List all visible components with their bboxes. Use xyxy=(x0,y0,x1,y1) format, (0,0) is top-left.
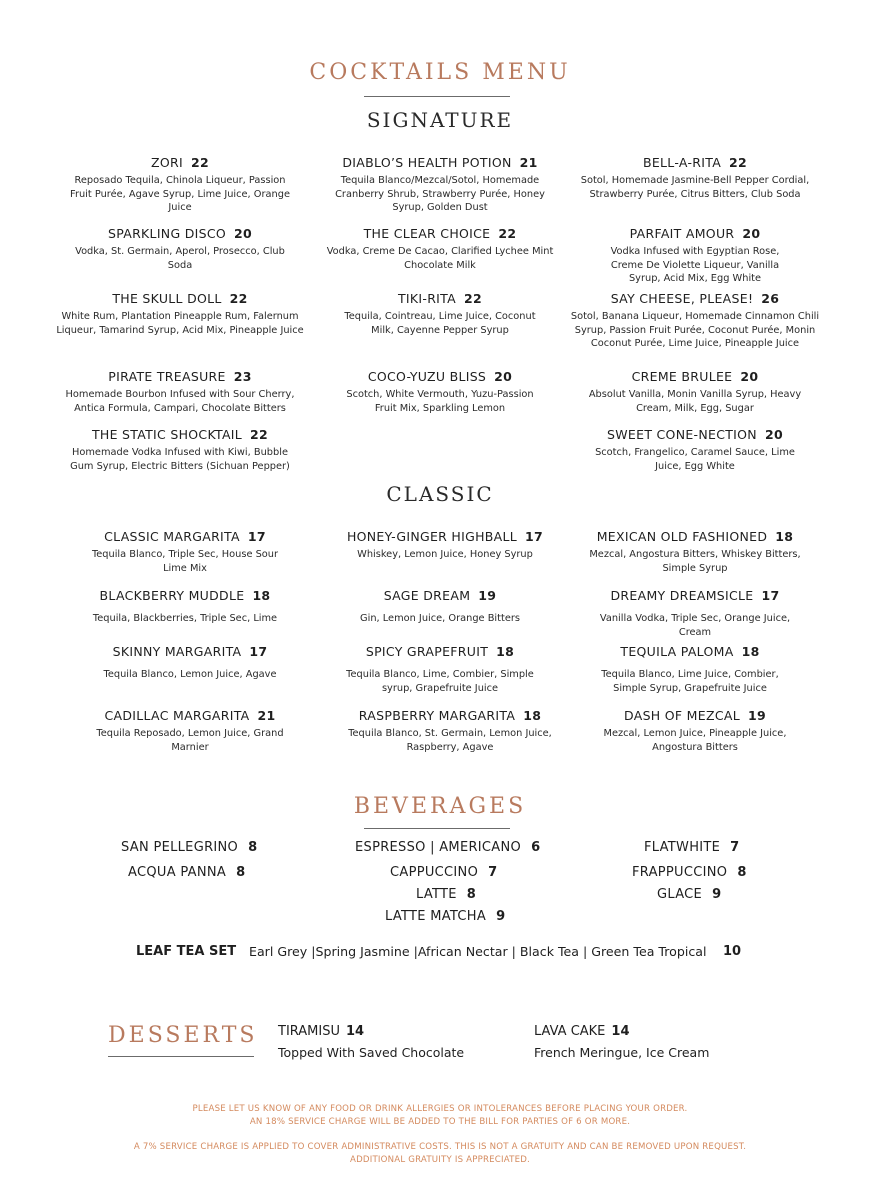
footer-line: AN 18% SERVICE CHARGE WILL BE ADDED TO THE BILL FOR PARTIES OF 6 OR MORE. xyxy=(249,1116,631,1127)
beverage-item xyxy=(644,840,740,855)
item-name: CREME BRULEE xyxy=(631,369,733,384)
item-price: 26 xyxy=(761,291,780,306)
item-name: THE STATIC SHOCKTAIL xyxy=(91,427,243,442)
beverage-item xyxy=(121,840,257,855)
menu-item xyxy=(585,529,805,575)
item-description: Whiskey, Lemon Juice, Honey Syrup xyxy=(357,549,533,560)
item-price: 22 xyxy=(250,427,269,442)
menu-item xyxy=(70,427,290,473)
item-description: Absolut Vanilla, Monin Vanilla Syrup, Heavy Cream, Milk, Egg, Sugar xyxy=(588,389,802,414)
item-price: 18 xyxy=(252,588,271,603)
beverage-price: 7 xyxy=(488,865,498,880)
item-name: CADILLAC MARGARITA xyxy=(104,708,250,723)
item-name: SPICY GRAPEFRUIT xyxy=(365,644,489,659)
item-price: 20 xyxy=(234,226,253,241)
beverage-name: FRAPPUCCINO xyxy=(632,865,728,880)
beverages-divider xyxy=(364,828,510,829)
item-description: Mezcal, Angostura Bitters, Whiskey Bitters, Simple Syrup xyxy=(589,549,801,574)
item-name: SAY CHEESE, PLEASE! xyxy=(610,291,754,306)
signature-heading: SIGNATURE xyxy=(366,108,514,132)
beverage-item xyxy=(128,865,245,880)
beverage-name: LATTE xyxy=(416,887,457,902)
item-description: Vodka, Creme De Cacao, Clarified Lychee Mint Chocolate Milk xyxy=(326,246,554,271)
item-price: 19 xyxy=(478,588,497,603)
menu-item xyxy=(75,588,295,626)
beverage-price: 8 xyxy=(466,887,477,902)
dessert-description: Topped With Saved Chocolate xyxy=(278,1045,465,1060)
item-name: SWEET CONE-NECTION xyxy=(607,427,757,442)
item-description: White Rum, Plantation Pineapple Rum, Falernum Liqueur, Tamarind Syrup, Acid Mix, Pineapple Juice xyxy=(56,311,304,336)
item-description: Sotol, Banana Liqueur, Homemade Cinnamon Chili Syrup, Passion Fruit Purée, Coconut Purée, Monin Coconut Purée, Lime Juice, Pineapple Juice xyxy=(570,311,820,349)
item-name: DASH OF MEZCAL xyxy=(624,708,740,723)
menu-item xyxy=(340,291,540,337)
item-price: 22 xyxy=(498,226,517,241)
item-description: Tequila Blanco, Lemon Juice, Agave xyxy=(103,669,277,680)
menu-item xyxy=(590,588,800,639)
item-name: DREAMY DREAMSICLE xyxy=(610,588,754,603)
item-name: ZORI xyxy=(151,155,183,170)
item-price: 18 xyxy=(775,529,794,544)
item-name: HONEY-GINGER HIGHBALL xyxy=(346,529,518,544)
item-price: 22 xyxy=(190,155,209,170)
item-name: RASPBERRY MARGARITA xyxy=(358,708,516,723)
item-name: COCO-YUZU BLISS xyxy=(367,369,487,384)
menu-item xyxy=(590,427,800,473)
menu-item xyxy=(50,369,310,415)
leaf-tea-options: Earl Grey |Spring Jasmine |African Nectar | Black Tea | Green Tea Tropical xyxy=(249,944,707,959)
allergy-notice xyxy=(0,1103,880,1128)
item-name: MEXICAN OLD FASHIONED xyxy=(596,529,768,544)
beverage-name: CAPPUCCINO xyxy=(390,865,479,880)
item-description: Tequila, Cointreau, Lime Juice, Coconut Milk, Cayenne Pepper Syrup xyxy=(344,311,536,336)
item-description: Tequila Blanco/Mezcal/Sotol, Homemade Cranberry Shrub, Strawberry Purée, Honey Syrup, Golden Dust xyxy=(335,175,545,213)
item-description: Tequila Blanco, Lime Juice, Combier, Simple Syrup, Grapefruite Juice xyxy=(601,669,779,694)
item-name: TIKI-RITA xyxy=(397,291,456,306)
beverage-price: 6 xyxy=(531,840,541,855)
item-name: PARFAIT AMOUR xyxy=(629,226,735,241)
beverage-item xyxy=(390,865,497,880)
beverage-price: 9 xyxy=(712,887,722,902)
classic-heading: CLASSIC xyxy=(386,482,494,506)
item-description: Tequila Blanco, Triple Sec, House Sour Lime Mix xyxy=(91,549,279,574)
item-description: Mezcal, Lemon Juice, Pineapple Juice, Angostura Bitters xyxy=(603,728,787,753)
menu-item xyxy=(335,369,545,415)
item-description: Tequila, Blackberries, Triple Sec, Lime xyxy=(92,613,278,624)
menu-item xyxy=(565,291,825,351)
menu-item xyxy=(65,226,295,272)
item-price: 18 xyxy=(741,644,760,659)
item-price: 22 xyxy=(729,155,748,170)
item-description: Scotch, Frangelico, Caramel Sauce, Lime Juice, Egg White xyxy=(595,447,795,472)
desserts-divider xyxy=(108,1056,254,1057)
item-name: SKINNY MARGARITA xyxy=(112,644,242,659)
item-price: 21 xyxy=(519,155,538,170)
item-name: SAGE DREAM xyxy=(383,588,471,603)
footer-line: ADDITIONAL GRATUITY IS APPRECIATED. xyxy=(350,1154,530,1165)
item-description: Vodka Infused with Egyptian Rose, Creme De Violette Liqueur, Vanilla Syrup, Acid Mix, Egg White xyxy=(610,246,780,284)
item-name: TEQUILA PALOMA xyxy=(620,644,734,659)
item-price: 23 xyxy=(233,369,252,384)
item-price: 18 xyxy=(523,708,542,723)
item-price: 20 xyxy=(764,427,783,442)
menu-item xyxy=(595,226,795,286)
item-description: Reposado Tequila, Chinola Liqueur, Passion Fruit Purée, Agave Syrup, Lime Juice, Orange Juice xyxy=(70,175,290,213)
beverage-item xyxy=(416,887,476,902)
menu-item xyxy=(335,644,545,695)
beverage-name: LATTE MATCHA xyxy=(385,909,487,924)
item-price: 20 xyxy=(494,369,513,384)
item-description: Homemade Vodka Infused with Kiwi, Bubble Gum Syrup, Electric Bitters (Sichuan Pepper) xyxy=(70,447,290,472)
item-price: 19 xyxy=(747,708,766,723)
menu-item xyxy=(80,708,300,754)
item-name: BELL-A-RITA xyxy=(642,155,722,170)
item-name: THE CLEAR CHOICE xyxy=(363,226,491,241)
dessert-name: TIRAMISU xyxy=(278,1024,340,1039)
item-price: 17 xyxy=(249,644,268,659)
service-charge-notice xyxy=(0,1141,880,1166)
beverage-price: 8 xyxy=(236,865,246,880)
beverage-name: ESPRESSO | AMERICANO xyxy=(355,840,522,855)
menu-item xyxy=(585,708,805,754)
beverage-price: 8 xyxy=(737,865,747,880)
leaf-tea-price: 10 xyxy=(723,944,742,959)
item-description: Tequila Blanco, St. Germain, Lemon Juice, Raspberry, Agave xyxy=(348,728,552,753)
menu-item xyxy=(320,155,560,215)
menu-item xyxy=(55,291,305,337)
dessert-description: French Meringue, Ice Cream xyxy=(534,1045,710,1060)
menu-item xyxy=(340,588,540,626)
item-price: 21 xyxy=(257,708,276,723)
item-description: Vanilla Vodka, Triple Sec, Orange Juice, Cream xyxy=(599,613,791,638)
item-description: Gin, Lemon Juice, Orange Bitters xyxy=(360,613,520,624)
menu-item xyxy=(80,644,300,682)
item-name: PIRATE TREASURE xyxy=(108,369,226,384)
item-price: 20 xyxy=(742,226,761,241)
item-description: Scotch, White Vermouth, Yuzu-Passion Fruit Mix, Sparkling Lemon xyxy=(346,389,534,414)
item-description: Vodka, St. Germain, Aperol, Prosecco, Club Soda xyxy=(75,246,285,271)
menu-item xyxy=(65,155,295,215)
item-description: Tequila Reposado, Lemon Juice, Grand Marnier xyxy=(96,728,284,753)
dessert-item xyxy=(278,1024,464,1060)
beverage-name: ACQUA PANNA xyxy=(128,865,227,880)
dessert-price: 14 xyxy=(346,1024,365,1039)
beverage-item xyxy=(355,840,540,855)
menu-title: COCKTAILS MENU xyxy=(309,60,571,85)
beverage-price: 7 xyxy=(730,840,740,855)
item-price: 17 xyxy=(761,588,780,603)
menu-item xyxy=(580,369,810,415)
beverage-price: 8 xyxy=(248,840,258,855)
menu-item xyxy=(320,226,560,272)
title-divider xyxy=(364,96,510,97)
item-description: Tequila Blanco, Lime, Combier, Simple syrup, Grapefruite Juice xyxy=(346,669,534,694)
menu-item xyxy=(335,708,565,754)
desserts-heading: DESSERTS xyxy=(108,1023,258,1048)
beverage-item xyxy=(632,865,747,880)
beverage-item xyxy=(657,887,721,902)
dessert-price: 14 xyxy=(611,1024,630,1039)
item-name: THE SKULL DOLL xyxy=(112,291,222,306)
beverages-heading: BEVERAGES xyxy=(353,794,527,819)
beverage-price: 9 xyxy=(496,909,506,924)
item-price: 22 xyxy=(229,291,248,306)
beverage-name: FLATWHITE xyxy=(644,840,721,855)
item-price: 18 xyxy=(496,644,515,659)
footer-line: PLEASE LET US KNOW OF ANY FOOD OR DRINK ALLERGIES OR INTOLERANCES BEFORE PLACING YOUR ORDER. xyxy=(192,1104,688,1114)
beverage-item xyxy=(385,909,505,924)
leaf-tea-label: LEAF TEA SET xyxy=(136,944,237,959)
item-name: DIABLO’S HEALTH POTION xyxy=(342,155,512,170)
item-price: 20 xyxy=(740,369,759,384)
item-description: Homemade Bourbon Infused with Sour Cherry, Antica Formula, Campari, Chocolate Bitters xyxy=(65,389,295,414)
footer-line: A 7% SERVICE CHARGE IS APPLIED TO COVER ADMINISTRATIVE COSTS. THIS IS NOT A GRATUITY AND CAN BE REMOVED UPON REQUEST. xyxy=(133,1142,747,1152)
item-name: CLASSIC MARGARITA xyxy=(104,529,240,544)
menu-item xyxy=(330,529,560,562)
item-price: 17 xyxy=(525,529,544,544)
item-price: 17 xyxy=(247,529,266,544)
dessert-item xyxy=(534,1024,709,1060)
item-price: 22 xyxy=(464,291,482,306)
menu-item xyxy=(570,155,820,201)
dessert-name: LAVA CAKE xyxy=(534,1024,606,1039)
item-description: Sotol, Homemade Jasmine-Bell Pepper Cordial, Strawberry Purée, Citrus Bitters, Club Soda xyxy=(580,175,810,200)
item-name: BLACKBERRY MUDDLE xyxy=(99,588,245,603)
menu-item xyxy=(590,644,790,695)
item-name: SPARKLING DISCO xyxy=(107,226,227,241)
beverage-name: SAN PELLEGRINO xyxy=(121,840,239,855)
menu-item xyxy=(80,529,290,575)
beverage-name: GLACE xyxy=(657,887,703,902)
